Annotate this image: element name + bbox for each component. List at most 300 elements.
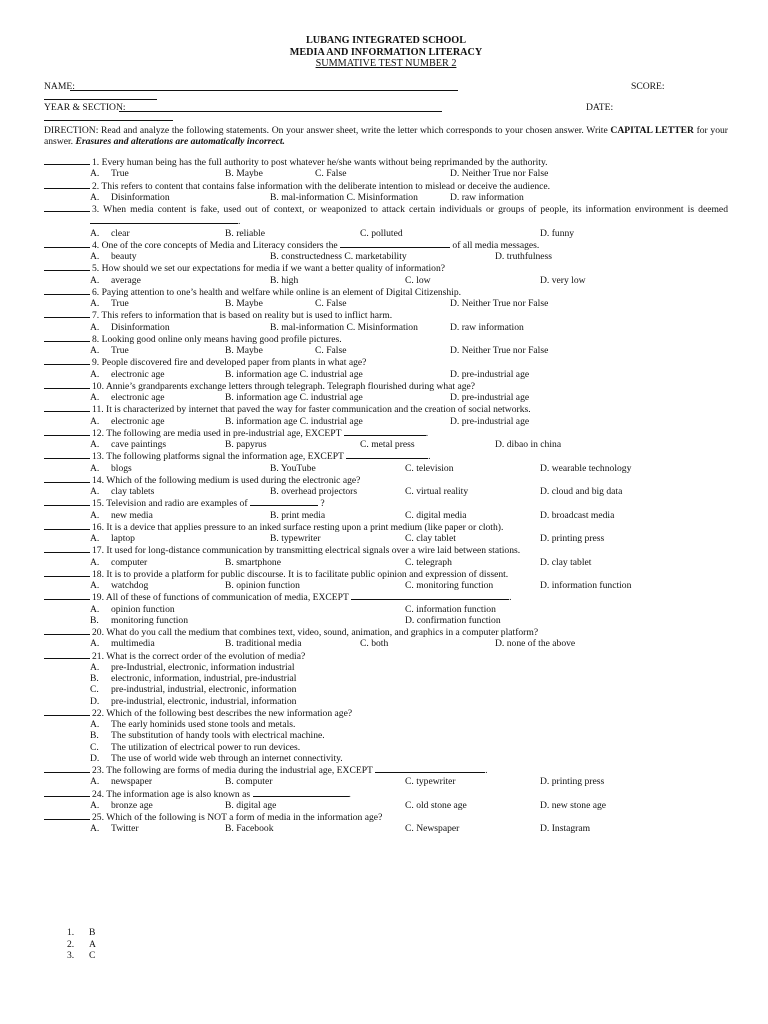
answer-option[interactable] (90, 604, 175, 615)
answer-option[interactable] (450, 416, 529, 427)
answer-blank[interactable] (44, 333, 90, 342)
question-number: 17. (92, 545, 104, 557)
answer-option[interactable] (315, 168, 346, 179)
option-text: B. information age C. industrial age (225, 392, 363, 404)
answer-option[interactable] (405, 275, 431, 286)
answer-option[interactable] (225, 416, 363, 427)
answer-option[interactable] (270, 486, 357, 497)
answer-option[interactable] (540, 823, 590, 834)
answer-blank[interactable] (44, 309, 90, 318)
answer-options (44, 192, 728, 203)
question-item (44, 180, 728, 204)
question-item (44, 309, 728, 333)
answer-option[interactable] (540, 776, 604, 787)
option-text: C. typewriter (405, 776, 456, 788)
option-text: D. printing press (540, 776, 605, 788)
option-text: D. information function (540, 580, 632, 592)
option-letter: B. (90, 673, 99, 685)
answer-option[interactable] (450, 322, 524, 333)
option-text: C. low (405, 274, 431, 286)
question-text: What do you call the medium that combines text, video, sound, animation, and graphics in a computer platform? (104, 627, 539, 639)
option-text: C. television (405, 462, 454, 474)
answer-option[interactable] (450, 192, 524, 203)
question-stem (44, 811, 728, 823)
question-text: Paying attention to one’s health and welfare while online is an element of Digital Citizenship. (99, 286, 462, 298)
answer-option[interactable] (225, 580, 300, 591)
question-item (44, 380, 728, 404)
option-letter: A. (90, 392, 100, 404)
answer-option[interactable] (405, 463, 454, 474)
option-text: B. opinion function (225, 580, 300, 592)
question-stem: 24. The information age is also known as . (44, 788, 728, 800)
question-text: It is to provide a platform for public discourse. It is to facilitate public opinion and expression of dissent. (104, 568, 509, 580)
answer-option[interactable] (450, 298, 548, 309)
answer-blank[interactable] (44, 521, 90, 530)
answer-option[interactable] (90, 533, 135, 544)
answer-option[interactable] (90, 510, 153, 521)
option-text: newspaper (111, 776, 153, 788)
answer-option[interactable] (540, 580, 631, 591)
answer-blank[interactable] (44, 764, 90, 773)
option-letter: A. (90, 556, 100, 568)
question-number: 10. (92, 380, 104, 392)
answer-number: 3. (67, 950, 75, 962)
answer-option[interactable] (90, 275, 141, 286)
option-text: The use of world wide web through an internet connectivity. (111, 752, 343, 764)
answer-option[interactable] (225, 298, 263, 309)
option-letter: A. (90, 298, 100, 310)
answer-option[interactable] (405, 533, 456, 544)
question-text-tail: of all media messages. (450, 239, 540, 251)
option-text: electronic, information, industrial, pre-industrial (111, 673, 297, 685)
question-number: 4. (92, 239, 100, 251)
question-stem: 23. The following are forms of media during the industrial age, EXCEPT . (44, 764, 728, 776)
answer-option[interactable] (90, 486, 154, 497)
question-text: Looking good online only means having good profile pictures. (99, 333, 342, 345)
option-text: B. typewriter (270, 533, 321, 545)
option-text: D. none of the above (495, 638, 576, 650)
option-letter: A. (90, 776, 100, 788)
answer-option[interactable] (540, 486, 622, 497)
date-line-2[interactable] (44, 112, 173, 121)
score-label: SCORE: (631, 80, 665, 92)
answer-option[interactable] (270, 510, 325, 521)
question-number: 24. (92, 788, 104, 800)
answer-option[interactable] (315, 345, 346, 356)
date-label: DATE: (586, 101, 614, 113)
question-item (44, 403, 728, 427)
answer-option[interactable] (270, 251, 407, 262)
question-number: 14. (92, 474, 104, 486)
option-letter: A. (90, 661, 100, 673)
answer-option[interactable] (225, 345, 263, 356)
answer-option[interactable] (90, 463, 132, 474)
option-text: D. raw information (450, 321, 524, 333)
question-stem (44, 180, 728, 192)
option-letter: A. (90, 227, 100, 239)
question-number: 19. (92, 592, 104, 604)
answer-option[interactable] (44, 662, 728, 673)
answer-option[interactable] (225, 439, 267, 450)
question-item (44, 591, 728, 626)
answer-option[interactable] (405, 823, 459, 834)
answer-option[interactable] (44, 696, 728, 707)
answer-option[interactable] (405, 510, 467, 521)
question-item (44, 788, 728, 812)
question-stem (44, 380, 728, 392)
answer-option[interactable] (495, 251, 552, 262)
answer-option[interactable] (90, 298, 129, 309)
option-letter: A. (90, 321, 100, 333)
name-line[interactable] (70, 82, 458, 91)
option-letter: A. (90, 415, 100, 427)
answer-option[interactable] (90, 580, 148, 591)
option-text: D. Neither True nor False (450, 298, 549, 310)
answer-option[interactable] (450, 345, 548, 356)
question-text: It used for long-distance communication by transmitting electrical signals over a wire laid between stations. (104, 545, 521, 557)
answer-option[interactable] (90, 369, 165, 380)
question-number: 15. (92, 498, 104, 510)
answer-blank[interactable] (44, 788, 90, 797)
question-text: Every human being has the full authority to post whatever he/she wants without being reprimanded by the authority. (99, 157, 548, 169)
option-text: B. mal-information C. Misinformation (270, 191, 418, 203)
option-text: B. computer (225, 776, 273, 788)
test-page (44, 35, 728, 835)
name-row-continued (44, 93, 728, 102)
option-letter: A. (90, 168, 100, 180)
answer-option[interactable] (44, 684, 728, 695)
question-stem (44, 568, 728, 580)
question-stem (44, 544, 728, 556)
answer-option[interactable] (540, 510, 614, 521)
answer-blank[interactable] (44, 474, 90, 483)
question-item (44, 333, 728, 357)
name-line-2[interactable] (44, 91, 157, 100)
answer-option[interactable] (450, 369, 529, 380)
answer-option[interactable] (90, 439, 166, 450)
question-number: 22. (92, 707, 104, 719)
answer-option[interactable] (360, 228, 403, 239)
answer-option[interactable] (90, 322, 170, 333)
option-text: multimedia (111, 638, 155, 650)
answer-option[interactable] (315, 298, 346, 309)
answer-option[interactable] (90, 776, 152, 787)
answer-option[interactable] (540, 463, 631, 474)
option-letter: A. (90, 638, 100, 650)
answer-option[interactable] (90, 392, 165, 403)
question-stem (44, 239, 728, 251)
answer-option[interactable] (90, 228, 130, 239)
test-title: SUMMATIVE TEST NUMBER 2 (315, 58, 457, 69)
option-text: C. False (315, 168, 347, 180)
answer-options (44, 510, 728, 521)
option-text: clear (111, 227, 130, 239)
question-stem (44, 309, 728, 321)
option-text: C. metal press (360, 439, 415, 451)
question-text: People discovered fire and developed paper from plants in what age? (99, 357, 367, 369)
option-text: B. Facebook (225, 823, 274, 835)
option-text: bronze age (111, 799, 153, 811)
option-text: clay tablets (111, 486, 155, 498)
question-text: Television and radio are examples of (104, 498, 248, 510)
question-list (44, 156, 728, 835)
question-text: This refers to content that contains false information with the deliberate intention to mislead or deceive the audience. (99, 180, 551, 192)
question-item (44, 626, 728, 650)
option-text: B. Maybe (225, 298, 263, 310)
answer-option[interactable] (90, 823, 139, 834)
answer-options (44, 580, 728, 591)
question-number: 11. (92, 404, 104, 416)
answer-option[interactable] (225, 800, 276, 811)
option-text: Disinformation (111, 191, 170, 203)
answer-blank[interactable] (44, 262, 90, 271)
answer-blank[interactable] (44, 568, 90, 577)
answer-option[interactable] (44, 719, 728, 730)
question-item (44, 764, 728, 788)
answer-option[interactable] (225, 168, 263, 179)
answer-options (44, 638, 728, 649)
answer-option[interactable] (405, 615, 501, 626)
year-line[interactable] (119, 103, 442, 112)
question-item (44, 450, 728, 474)
fill-in-blank (250, 497, 318, 506)
answer-option[interactable] (225, 638, 301, 649)
answer-options (44, 776, 728, 787)
question-item (44, 544, 728, 568)
answer-blank[interactable] (44, 403, 90, 412)
answer-blank[interactable] (44, 286, 90, 295)
option-text: D. clay tablet (540, 556, 592, 568)
answer-option[interactable] (540, 228, 574, 239)
option-text: pre-industrial, electronic, industrial, information (111, 695, 297, 707)
answer-option[interactable] (540, 533, 604, 544)
question-number: 20. (92, 627, 104, 639)
question-stem: 13. The following platforms signal the information age, EXCEPT . (44, 450, 728, 462)
answer-blank[interactable] (44, 203, 90, 212)
answer-option[interactable] (360, 439, 415, 450)
question-number: 12. (92, 427, 104, 439)
option-text: D. dibao in china (495, 439, 562, 451)
answer-option[interactable] (225, 392, 363, 403)
answer-option[interactable] (495, 638, 575, 649)
answer-option[interactable] (360, 638, 388, 649)
answer-options (44, 369, 728, 380)
answer-blank[interactable] (44, 707, 90, 716)
answer-option[interactable] (90, 416, 165, 427)
question-number: 18. (92, 568, 104, 580)
answer-option[interactable] (270, 322, 418, 333)
answer-options (44, 392, 728, 403)
answer-option[interactable] (44, 742, 728, 753)
question-stem (44, 333, 728, 345)
name-label: NAME: (44, 80, 75, 92)
option-text: True (111, 345, 129, 357)
option-text: C. clay tablet (405, 533, 456, 545)
answer-option[interactable] (90, 615, 188, 626)
option-text: C. digital media (405, 509, 467, 521)
option-text: B. Maybe (225, 345, 263, 357)
answer-option[interactable] (225, 776, 272, 787)
question-text: Which of the following best describes the new information age? (104, 707, 353, 719)
question-number: 21. (92, 650, 104, 662)
option-text: D. pre-industrial age (450, 392, 530, 404)
answer-letter: C (89, 950, 96, 962)
answer-options (44, 463, 728, 474)
option-text: B. constructedness C. marketability (270, 251, 407, 263)
answer-option[interactable] (450, 168, 548, 179)
option-text: The early hominids used stone tools and metals. (111, 719, 296, 731)
year-row-continued (44, 114, 728, 123)
option-letter: A. (90, 580, 100, 592)
answer-options (44, 533, 728, 544)
option-text: watchdog (111, 580, 149, 592)
option-text: pre-industrial, industrial, electronic, information (111, 684, 297, 696)
answer-options (44, 345, 728, 356)
answer-blank[interactable] (44, 626, 90, 635)
option-text: pre-Industrial, electronic, information industrial (111, 661, 295, 673)
option-text: Disinformation (111, 321, 170, 333)
question-item (44, 156, 728, 180)
option-text: B. information age C. industrial age (225, 415, 363, 427)
option-text: D. wearable technology (540, 462, 632, 474)
option-letter: A. (90, 251, 100, 263)
answer-option[interactable] (44, 753, 728, 764)
option-text: D. Neither True nor False (450, 168, 549, 180)
question-text: Annie’s grandparents exchange letters through telegraph. Telegraph flourished during what age? (104, 380, 476, 392)
option-text: C. both (360, 638, 389, 650)
answer-option[interactable] (540, 800, 606, 811)
answer-blank[interactable] (44, 427, 90, 436)
answer-blank[interactable] (44, 180, 90, 189)
question-text: It is characterized by internet that paved the way for faster communication and the creation of social networks. (103, 404, 531, 416)
answer-option[interactable] (405, 486, 468, 497)
option-text: B. YouTube (270, 462, 316, 474)
question-stem: 3. When media content is fake, used out of context, or weaponized to attack certain individuals or groups of people, its information environment is deemed . (44, 203, 728, 228)
fill-in-blank (90, 215, 238, 224)
answer-option[interactable] (90, 800, 153, 811)
option-text: C. old stone age (405, 799, 467, 811)
answer-blank[interactable] (44, 380, 90, 389)
question-number: 9. (92, 357, 100, 369)
question-text: It is a device that applies pressure to an inked surface resting upon a print medium (like paper or cloth). (104, 521, 504, 533)
answer-option[interactable] (405, 557, 452, 568)
question-stem (44, 356, 728, 368)
option-letter: A. (90, 533, 100, 545)
answer-option[interactable] (270, 192, 418, 203)
question-number: 2. (92, 180, 100, 192)
answer-options (44, 604, 728, 615)
question-stem (44, 707, 728, 719)
answer-option[interactable] (270, 533, 321, 544)
question-text: Which of the following is NOT a form of media in the information age? (104, 812, 383, 824)
answer-blank[interactable] (44, 450, 90, 459)
answer-blank[interactable] (44, 544, 90, 553)
option-text: C. False (315, 345, 347, 357)
answer-blank[interactable] (44, 156, 90, 165)
answer-option[interactable] (405, 776, 456, 787)
option-letter: C. (90, 741, 99, 753)
option-text: new media (111, 509, 153, 521)
question-item (44, 521, 728, 545)
option-text: D. Instagram (540, 823, 591, 835)
answer-blank[interactable] (44, 497, 90, 506)
option-text: monitoring function (111, 614, 189, 626)
option-text: electronic age (111, 415, 165, 427)
answer-option[interactable] (90, 638, 155, 649)
school-name: LUBANG INTEGRATED SCHOOL (305, 35, 466, 46)
option-text: D. pre-industrial age (450, 415, 530, 427)
option-text: C. monitoring function (405, 580, 494, 592)
question-item (44, 568, 728, 592)
option-text: C. information function (405, 603, 496, 615)
option-text: computer (111, 556, 148, 568)
answer-options (44, 228, 728, 239)
answer-option[interactable] (225, 823, 274, 834)
answer-option[interactable] (90, 251, 137, 262)
option-text: B. overhead projectors (270, 486, 358, 498)
option-letter: A. (90, 799, 100, 811)
answer-option[interactable] (450, 392, 529, 403)
answer-blank[interactable] (44, 811, 90, 820)
answer-options (44, 486, 728, 497)
answer-option[interactable] (90, 345, 129, 356)
answer-option[interactable] (540, 275, 586, 286)
option-text: opinion function (111, 603, 175, 615)
option-letter: A. (90, 274, 100, 286)
answer-key-item (67, 927, 96, 939)
answer-option[interactable] (225, 557, 281, 568)
answer-option[interactable] (225, 369, 363, 380)
question-text: One of the core concepts of Media and Literacy considers the (99, 239, 338, 251)
question-item (44, 650, 728, 707)
question-text: When media content is fake, used out of context, or weaponized to attack certain individuals or groups of people, its information environment is deemed (99, 204, 728, 216)
answer-option[interactable] (90, 557, 147, 568)
question-item (44, 262, 728, 286)
answer-option[interactable] (44, 673, 728, 684)
answer-option[interactable] (90, 192, 170, 203)
answer-blank[interactable] (44, 650, 90, 659)
answer-option[interactable] (270, 463, 316, 474)
answer-blank[interactable] (44, 591, 90, 600)
option-letter: A. (90, 486, 100, 498)
answer-option[interactable] (270, 275, 298, 286)
answer-key-item (67, 950, 96, 962)
answer-blank[interactable] (44, 239, 90, 248)
option-letter: C. (90, 684, 99, 696)
option-text: The substitution of handy tools with electrical machine. (111, 730, 325, 742)
answer-number: 2. (67, 938, 75, 950)
answer-option[interactable] (405, 604, 496, 615)
question-number: 25. (92, 812, 104, 824)
option-text: D. truthfulness (495, 251, 553, 263)
answer-option[interactable] (44, 730, 728, 741)
question-stem (44, 286, 728, 298)
question-number: 23. (92, 765, 104, 777)
answer-option[interactable] (225, 228, 265, 239)
option-letter: A. (90, 345, 100, 357)
answer-blank[interactable] (44, 356, 90, 365)
answer-option[interactable] (405, 800, 467, 811)
question-item (44, 811, 728, 835)
fill-in-blank (344, 427, 426, 436)
option-letter: A. (90, 439, 100, 451)
answer-option[interactable] (495, 439, 561, 450)
answer-option[interactable] (90, 168, 129, 179)
question-stem (44, 156, 728, 168)
answer-option[interactable] (540, 557, 591, 568)
answer-option[interactable] (405, 580, 493, 591)
answer-options (44, 251, 728, 262)
